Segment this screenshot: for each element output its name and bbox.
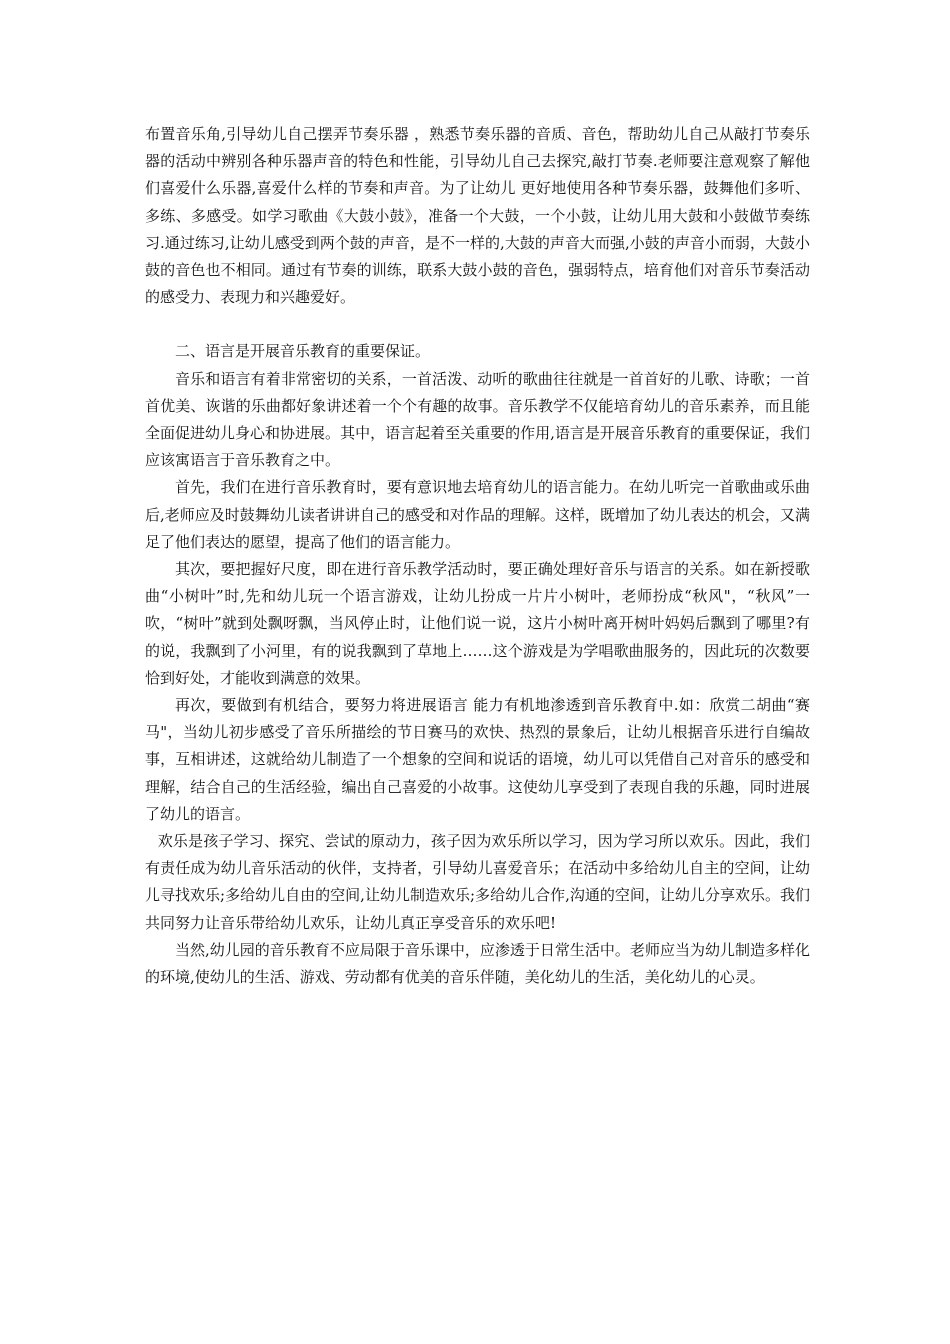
document-body xyxy=(145,121,810,991)
paragraph-thirdly: 再次，要做到有机结合，要努力将进展语言 能力有机地渗透到音乐教育中.如：欣赏二胡曲“赛马"，当幼儿初步感受了音乐所描绘的节日赛马的欢快、热烈的景象后，让幼儿根据音乐进行自编故事，互相讲述，这就给幼儿制造了一个想象的空间和说话的语境，幼儿可以凭借自己对音乐的感受和理解，结合自己的生活经验，编出自己喜爱的小故事。这使幼儿享受到了表现自我的乐趣，同时进展了幼儿的语言。 xyxy=(145,696,810,823)
paragraph-secondly: 其次，要把握好尺度，即在进行音乐教学活动时，要正确处理好音乐与语言的关系。如在新授歌曲“小树叶”时,先和幼儿玩一个语言游戏，让幼儿扮成一片片小树叶，老师扮成“秋风"，“秋风”一吹，“树叶”就到处飘呀飘，当风停止时，让他们说一说，这片小树叶离开树叶妈妈后飘到了哪里?有的说，我飘到了小河里，有的说我飘到了草地上……这个游戏是为学唱歌曲服务的，因此玩的次数要恰到好处，才能收到满意的效果。 xyxy=(145,560,810,687)
paragraph-music-and-language: 音乐和语言有着非常密切的关系，一首活泼、动听的歌曲往往就是一首首好的儿歌、诗歌；一首首优美、诙谐的乐曲都好象讲述着一个个有趣的故事。音乐教学不仅能培育幼儿的音乐素养，而且能全面促进幼儿身心和协进展。其中，语言起着至关重要的作用,语言是开展音乐教育的重要保证，我们应该寓语言于音乐教育之中。 xyxy=(145,369,810,470)
paragraph-joy: 欢乐是孩子学习、探究、尝试的原动力，孩子因为欢乐所以学习，因为学习所以欢乐。因此，我们有责任成为幼儿音乐活动的伙伴，支持者，引导幼儿喜爱音乐；在活动中多给幼儿自主的空间，让幼儿寻找欢乐;多给幼儿自由的空间,让幼儿制造欢乐;多给幼儿合作,沟通的空间，让幼儿分享欢乐。我们共同努力让音乐带给幼儿欢乐，让幼儿真正享受音乐的欢乐吧! xyxy=(145,832,810,932)
paragraph-firstly: 首先，我们在进行音乐教育时，要有意识地去培育幼儿的语言能力。在幼儿听完一首歌曲或乐曲后,老师应及时鼓舞幼儿读者讲讲自己的感受和对作品的理解。这样，既增加了幼儿表达的机会，又满足了他们表达的愿望，提高了他们的语言能力。 xyxy=(145,478,810,551)
paragraph-daily-life: 当然,幼儿园的音乐教育不应局限于音乐课中，应渗透于日常生活中。老师应当为幼儿制造多样化的环境,使幼儿的生活、游戏、劳动都有优美的音乐伴随，美化幼儿的生活，美化幼儿的心灵。 xyxy=(145,940,810,987)
paragraph-rhythm-instruments: 布置音乐角,引导幼儿自己摆弄节奏乐器 ，熟悉节奏乐器的音质、音色，帮助幼儿自己从敲打节奏乐器的活动中辨别各种乐器声音的特色和性能，引导幼儿自己去探究,敲打节奏.老师要注意观察了解他们喜爱什么乐器,喜爱什么样的节奏和声音。为了让幼儿 更好地使用各种节奏乐器，鼓舞他们多听、多练、多感受。如学习歌曲《大鼓小鼓》，准备一个大鼓，一个小鼓，让幼儿用大鼓和小鼓做节奏练习.通过练习,让幼儿感受到两个鼓的声音，是不一样的,大鼓的声音大而强,小鼓的声音小而弱，大鼓小鼓的音色也不相同。通过有节奏的训练，联系大鼓小鼓的音色，强弱特点，培育他们对音乐节奏活动的感受力、表现力和兴趣爱好。 xyxy=(145,125,810,307)
section-heading-language: 二、语言是开展音乐教育的重要保证。 xyxy=(175,342,431,361)
